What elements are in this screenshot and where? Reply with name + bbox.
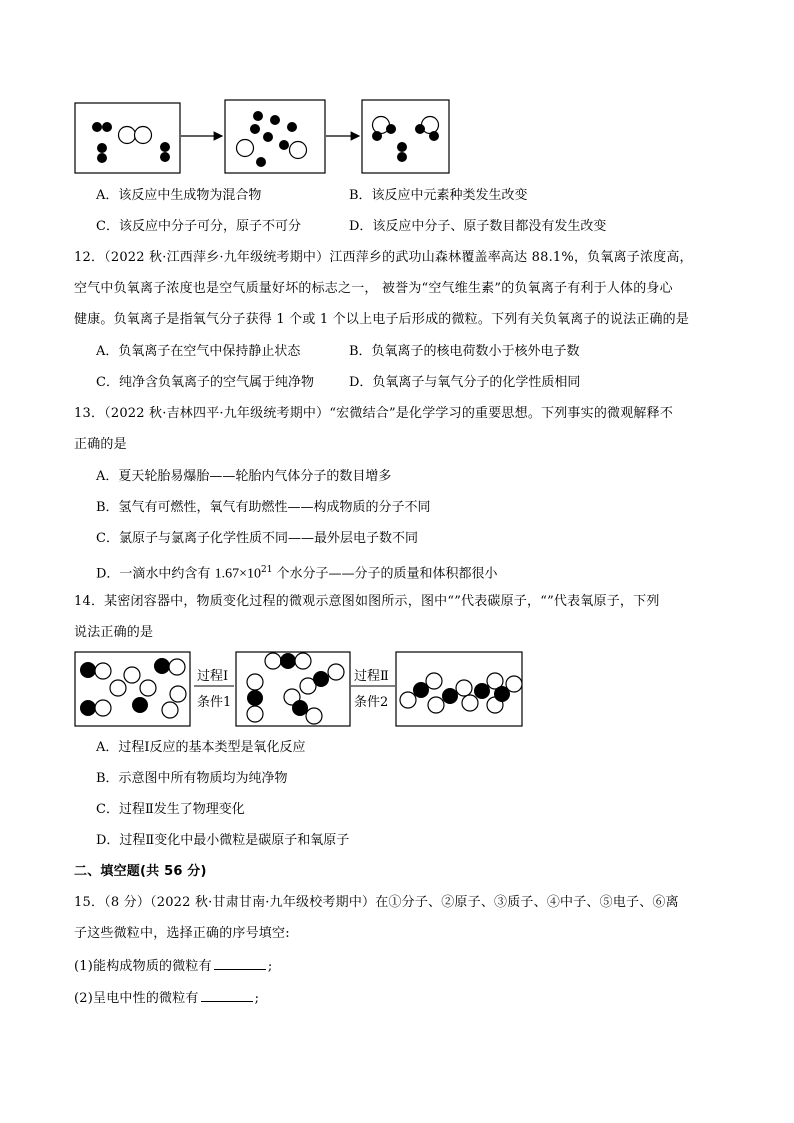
- q14-process-diagram: [70, 648, 530, 730]
- oxygen-atom: [95, 700, 111, 716]
- oxygen-atom: [428, 697, 444, 713]
- q14-option-d[interactable]: D．过程Ⅱ变化中最小微粒是碳原子和氧原子: [96, 833, 350, 848]
- q13-option-d-exponent: 21: [260, 565, 273, 575]
- oxygen-atom: [328, 664, 344, 680]
- black-atom: [415, 124, 425, 134]
- q13-option-d-number: 1.67×10: [214, 566, 261, 582]
- black-atom: [102, 122, 112, 132]
- black-atom: [279, 140, 289, 150]
- q13-option-a[interactable]: A．夏天轮胎易爆胎——轮胎内气体分子的数目增多: [96, 469, 392, 484]
- black-atom: [250, 124, 260, 134]
- oxygen-atom: [506, 676, 522, 692]
- q12-option-b[interactable]: B．负氧离子的核电荷数小于核外电子数: [349, 344, 580, 359]
- carbon-atom: [132, 697, 148, 713]
- q11-reaction-diagram: [70, 98, 460, 176]
- black-atom: [253, 111, 263, 121]
- black-atom: [256, 157, 266, 167]
- oxygen-atom: [162, 702, 178, 718]
- white-atom: [290, 142, 307, 159]
- carbon-atom: [247, 690, 263, 706]
- q14-stem-line2: 说法正确的是: [74, 625, 154, 640]
- q14-cond1-label: 条件1: [197, 695, 232, 710]
- carbon-atom: [80, 700, 96, 716]
- q13-option-d-prefix: D．一滴水中约含有: [96, 566, 215, 582]
- black-atom: [160, 142, 170, 152]
- q15-stem-line2: 子这些微粒中，选择正确的序号填空:: [74, 926, 290, 941]
- q15-sub1-answer-blank[interactable]: [214, 957, 266, 970]
- black-atom: [287, 122, 297, 132]
- black-atom: [270, 115, 280, 125]
- q14-process1-label: 过程Ⅰ: [197, 669, 229, 684]
- black-atom: [263, 132, 273, 142]
- q12-option-c[interactable]: C．纯净含负氧离子的空气属于纯净物: [96, 375, 314, 390]
- oxygen-atom: [265, 653, 281, 669]
- section-title: 二、填空题(共 56 分): [74, 864, 207, 879]
- oxygen-atom: [456, 680, 472, 696]
- black-atom: [397, 142, 407, 152]
- q12-stem-line1: 12．（2022 秋·江西萍乡·九年级统考期中）江西萍乡的武功山森林覆盖率高达 88.1%，负氧离子浓度高，: [74, 250, 693, 265]
- q15-stem-line1: 15．（8 分）（2022 秋·甘肃甘南·九年级校考期中）在①分子、②原子、③质子、④中子、⑤电子、⑥离: [74, 895, 679, 910]
- q15-sub1-label: (1)能构成物质的微粒有: [74, 959, 212, 974]
- q14-option-a[interactable]: A．过程Ⅰ反应的基本类型是氧化反应: [96, 740, 306, 755]
- q13-option-b[interactable]: B．氢气有可燃性，氧气有助燃性——构成物质的分子不同: [96, 500, 431, 515]
- q14-stem-line1: 14．某密闭容器中，物质变化过程的微观示意图如图所示，图中“”代表碳原子，“”代表氧原子，下列: [74, 594, 660, 609]
- q11-option-b[interactable]: B．该反应中元素种类发生改变: [349, 188, 528, 203]
- q11-option-d[interactable]: D．该反应中分子、原子数目都没有发生改变: [349, 219, 607, 234]
- black-atom: [429, 131, 439, 141]
- q14-cond2-label: 条件2: [354, 695, 389, 710]
- carbon-atom: [313, 671, 329, 687]
- carbon-atom: [80, 662, 96, 678]
- carbon-atom: [442, 688, 458, 704]
- oxygen-atom: [140, 680, 156, 696]
- oxygen-atom: [169, 659, 185, 675]
- q11-option-a[interactable]: A．该反应中生成物为混合物: [96, 188, 262, 203]
- q15-sub2-end: ;: [254, 991, 260, 1006]
- q13-stem-line1: 13．（2022 秋·吉林四平·九年级统考期中）“宏微结合”是化学学习的重要思想。下列事实的微观解释不: [74, 406, 674, 421]
- oxygen-atom: [110, 680, 126, 696]
- oxygen-atom: [295, 653, 311, 669]
- oxygen-atom: [306, 708, 322, 724]
- q15-sub1: [74, 957, 272, 975]
- oxygen-atom: [426, 673, 442, 689]
- black-atom: [397, 152, 407, 162]
- q14-option-b[interactable]: B．示意图中所有物质均为纯净物: [96, 771, 288, 786]
- q15-sub2-answer-blank[interactable]: [201, 989, 253, 1002]
- q15-sub1-end: ;: [267, 959, 273, 974]
- black-atom: [92, 122, 102, 132]
- black-atom: [386, 124, 396, 134]
- q12-stem-line3: 健康。负氧离子是指氧气分子获得 1 个或 1 个以上电子后形成的微粒。下列有关负氧离子的说法正确的是: [74, 312, 690, 327]
- q14-option-c[interactable]: C．过程Ⅱ发生了物理变化: [96, 802, 245, 817]
- white-atom: [135, 127, 152, 144]
- black-atom: [160, 152, 170, 162]
- carbon-atom: [292, 700, 308, 716]
- q11-box-intermediate: [225, 100, 325, 173]
- carbon-atom: [280, 653, 296, 669]
- q13-option-c[interactable]: C．氯原子与氯离子化学性质不同——最外层电子数不同: [96, 531, 418, 546]
- black-atom: [97, 143, 107, 153]
- oxygen-atom: [247, 706, 263, 722]
- black-atom: [97, 153, 107, 163]
- oxygen-atom: [247, 674, 263, 690]
- q12-option-d[interactable]: D．负氧离子与氧气分子的化学性质相同: [349, 375, 581, 390]
- q15-sub2-label: (2)呈电中性的微粒有: [74, 991, 199, 1006]
- black-atom: [372, 131, 382, 141]
- q11-option-c[interactable]: C．该反应中分子可分，原子不可分: [96, 219, 301, 234]
- q14-process2-label: 过程Ⅱ: [354, 669, 389, 684]
- q12-stem-line2: 空气中负氧离子浓度也是空气质量好坏的标志之一， 被誉为“空气维生素”的负氧离子有利于人体的身心: [74, 281, 673, 296]
- q12-option-a[interactable]: A．负氧离子在空气中保持静止状态: [96, 344, 301, 359]
- oxygen-atom: [462, 695, 478, 711]
- oxygen-atom: [95, 663, 111, 679]
- q13-stem-line2: 正确的是: [74, 437, 127, 452]
- oxygen-atom: [170, 686, 186, 702]
- carbon-atom: [154, 658, 170, 674]
- q13-option-d-suffix: 个水分子——分子的质量和体积都很小: [272, 566, 498, 582]
- oxygen-atom: [400, 692, 416, 708]
- white-atom: [119, 127, 136, 144]
- q13-option-d[interactable]: [96, 562, 498, 582]
- carbon-atom: [474, 683, 490, 699]
- q15-sub2: [74, 989, 259, 1007]
- oxygen-atom: [124, 667, 140, 683]
- white-atom: [237, 140, 254, 157]
